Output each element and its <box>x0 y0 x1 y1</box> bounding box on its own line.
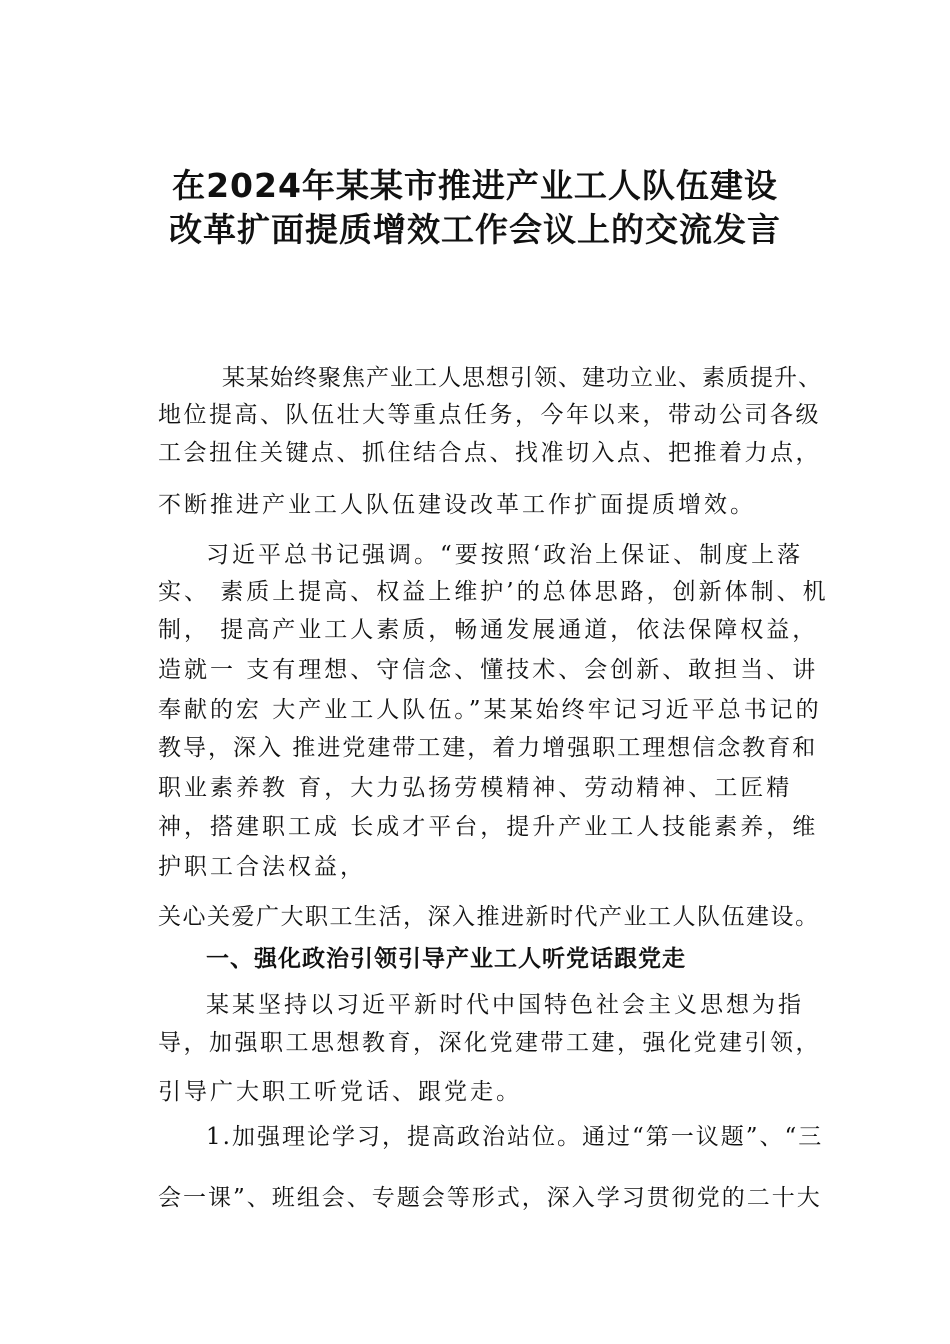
section-heading: 一、强化政治引领引导产业工人听党话跟党走 <box>206 946 686 972</box>
body-line: 实、 素质上提高、权益上维护’的总体思路，创新体制、机 <box>158 579 829 605</box>
body-line: 地位提高、队伍壮大等重点任务，今年以来，带动公司各级 <box>158 402 821 428</box>
body-line: 护职工合法权益， <box>158 854 366 880</box>
body-line: 造就一 支有理想、守信念、懂技术、会创新、敢担当、讲 <box>158 657 819 683</box>
body-line: 会一课”、班组会、专题会等形式，深入学习贯彻党的二十大 <box>158 1185 822 1211</box>
body-line: 职业素养教 育，大力弘扬劳模精神、劳动精神、工匠精 <box>158 775 793 801</box>
body-line: 奉献的宏 大产业工人队伍。”某某始终牢记习近平总书记的 <box>158 697 822 723</box>
body-line: 引导广大职工听党话、跟党走。 <box>158 1079 522 1105</box>
body-line: 1.加强理论学习，提高政治站位。通过“第一议题”、“三 <box>206 1124 824 1150</box>
body-line: 某某始终聚焦产业工人思想引领、建功立业、素质提升、 <box>222 365 822 391</box>
body-line: 神，搭建职工成 长成才平台，提升产业工人技能素养，维 <box>158 814 819 840</box>
body-line: 习近平总书记强调。“要按照‘政治上保证、制度上落 <box>206 542 804 568</box>
body-line: 某某坚持以习近平新时代中国特色社会主义思想为指 <box>206 992 804 1018</box>
body-line: 工会扭住关键点、抓住结合点、找准切入点、把推着力点， <box>158 440 821 466</box>
body-line: 不断推进产业工人队伍建设改革工作扩面提质增效。 <box>158 492 756 518</box>
body-line: 关心关爱广大职工生活，深入推进新时代产业工人队伍建设。 <box>158 904 820 930</box>
document-title-line-2: 改革扩面提质增效工作会议上的交流发言 <box>169 210 781 249</box>
body-line: 制， 提高产业工人素质，畅通发展通道，依法保障权益， <box>158 617 819 643</box>
body-line: 导，加强职工思想教育，深化党建带工建，强化党建引领， <box>158 1030 821 1056</box>
body-line: 教导，深入 推进党建带工建，着力增强职工理想信念教育和 <box>158 735 818 761</box>
document-title-line-1: 在2024年某某市推进产业工人队伍建设 <box>172 166 778 205</box>
